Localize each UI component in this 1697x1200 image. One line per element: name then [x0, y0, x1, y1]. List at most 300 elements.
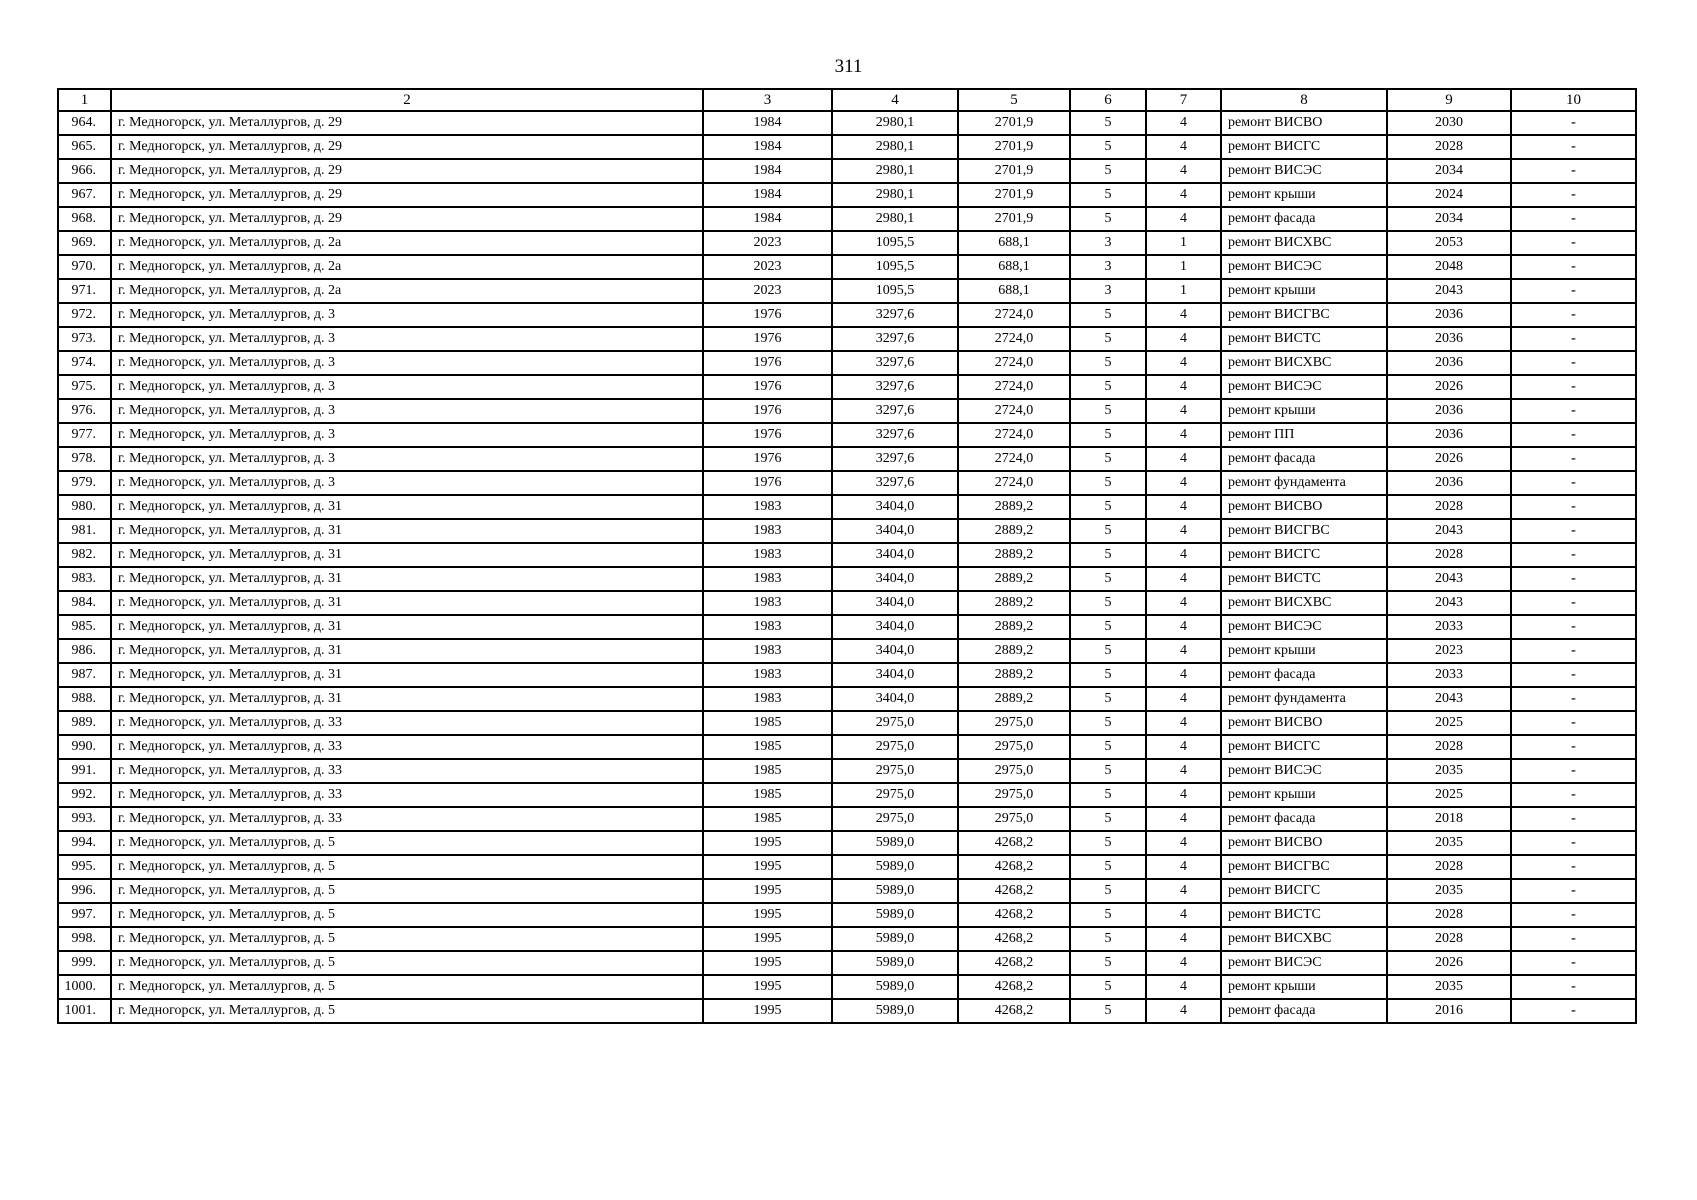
work-type-cell: ремонт ВИСЭС: [1221, 759, 1387, 783]
total-area-cell: 3297,6: [832, 351, 958, 375]
total-area-cell: 3297,6: [832, 303, 958, 327]
planned-year-cell: 2028: [1387, 903, 1511, 927]
row-number: 982.: [58, 543, 111, 567]
total-area-cell: 2980,1: [832, 111, 958, 135]
total-area-cell: 3297,6: [832, 399, 958, 423]
work-type-cell: ремонт ВИСГС: [1221, 879, 1387, 903]
floors-cell: 5: [1070, 471, 1146, 495]
year-cell: 1983: [703, 687, 832, 711]
address-cell: г. Медногорск, ул. Металлургов, д. 2а: [111, 279, 703, 303]
planned-year-cell: 2036: [1387, 399, 1511, 423]
living-area-cell: 2701,9: [958, 159, 1070, 183]
work-type-cell: ремонт ВИСВО: [1221, 111, 1387, 135]
work-type-cell: ремонт фасада: [1221, 207, 1387, 231]
entrances-cell: 4: [1146, 375, 1221, 399]
floors-cell: 5: [1070, 159, 1146, 183]
year-cell: 1984: [703, 183, 832, 207]
entrances-cell: 4: [1146, 183, 1221, 207]
total-area-cell: 2980,1: [832, 135, 958, 159]
work-type-cell: ремонт крыши: [1221, 399, 1387, 423]
table-row: [58, 903, 1636, 927]
planned-year-cell: 2034: [1387, 159, 1511, 183]
entrances-cell: 4: [1146, 783, 1221, 807]
row-number: 988.: [58, 687, 111, 711]
year-cell: 1983: [703, 615, 832, 639]
table-row: [58, 183, 1636, 207]
row-number: 983.: [58, 567, 111, 591]
note-cell: -: [1511, 471, 1636, 495]
row-number: 995.: [58, 855, 111, 879]
entrances-cell: 4: [1146, 327, 1221, 351]
address-cell: г. Медногорск, ул. Металлургов, д. 5: [111, 951, 703, 975]
floors-cell: 5: [1070, 951, 1146, 975]
entrances-cell: 4: [1146, 711, 1221, 735]
living-area-cell: 2975,0: [958, 735, 1070, 759]
floors-cell: 5: [1070, 639, 1146, 663]
row-number: 975.: [58, 375, 111, 399]
year-cell: 1995: [703, 975, 832, 999]
floors-cell: 5: [1070, 303, 1146, 327]
note-cell: -: [1511, 447, 1636, 471]
work-type-cell: ремонт ВИСГВС: [1221, 519, 1387, 543]
total-area-cell: 2975,0: [832, 783, 958, 807]
note-cell: -: [1511, 759, 1636, 783]
note-cell: -: [1511, 495, 1636, 519]
total-area-cell: 3404,0: [832, 519, 958, 543]
work-type-cell: ремонт ВИСЭС: [1221, 255, 1387, 279]
year-cell: 1983: [703, 591, 832, 615]
living-area-cell: 688,1: [958, 255, 1070, 279]
work-type-cell: ремонт фундамента: [1221, 471, 1387, 495]
table-row: [58, 135, 1636, 159]
row-number: 1001.: [58, 999, 111, 1023]
entrances-cell: 4: [1146, 831, 1221, 855]
entrances-cell: 4: [1146, 111, 1221, 135]
work-type-cell: ремонт крыши: [1221, 639, 1387, 663]
planned-year-cell: 2018: [1387, 807, 1511, 831]
floors-cell: 5: [1070, 711, 1146, 735]
address-cell: г. Медногорск, ул. Металлургов, д. 29: [111, 183, 703, 207]
table-row: [58, 231, 1636, 255]
entrances-cell: 4: [1146, 663, 1221, 687]
planned-year-cell: 2028: [1387, 135, 1511, 159]
year-cell: 2023: [703, 279, 832, 303]
table-row: [58, 519, 1636, 543]
total-area-cell: 5989,0: [832, 927, 958, 951]
year-cell: 1983: [703, 567, 832, 591]
entrances-cell: 4: [1146, 951, 1221, 975]
table-row: [58, 279, 1636, 303]
total-area-cell: 3404,0: [832, 639, 958, 663]
note-cell: -: [1511, 423, 1636, 447]
floors-cell: 5: [1070, 519, 1146, 543]
total-area-cell: 5989,0: [832, 951, 958, 975]
table-row: [58, 639, 1636, 663]
floors-cell: 5: [1070, 615, 1146, 639]
note-cell: -: [1511, 567, 1636, 591]
total-area-cell: 3404,0: [832, 687, 958, 711]
work-type-cell: ремонт фундамента: [1221, 687, 1387, 711]
planned-year-cell: 2028: [1387, 855, 1511, 879]
work-type-cell: ремонт ВИСГВС: [1221, 855, 1387, 879]
note-cell: -: [1511, 879, 1636, 903]
work-type-cell: ремонт крыши: [1221, 279, 1387, 303]
work-type-cell: ремонт ВИСХВС: [1221, 591, 1387, 615]
table-row: [58, 687, 1636, 711]
row-number: 977.: [58, 423, 111, 447]
col-header-10: 10: [1511, 89, 1636, 111]
table-row: [58, 351, 1636, 375]
row-number: 979.: [58, 471, 111, 495]
year-cell: 1984: [703, 207, 832, 231]
planned-year-cell: 2043: [1387, 279, 1511, 303]
entrances-cell: 4: [1146, 423, 1221, 447]
year-cell: 1995: [703, 903, 832, 927]
table-row: [58, 567, 1636, 591]
planned-year-cell: 2026: [1387, 447, 1511, 471]
entrances-cell: 4: [1146, 903, 1221, 927]
total-area-cell: 1095,5: [832, 231, 958, 255]
address-cell: г. Медногорск, ул. Металлургов, д. 3: [111, 303, 703, 327]
entrances-cell: 4: [1146, 495, 1221, 519]
floors-cell: 5: [1070, 423, 1146, 447]
table-row: [58, 159, 1636, 183]
row-number: 971.: [58, 279, 111, 303]
row-number: 986.: [58, 639, 111, 663]
work-type-cell: ремонт фасада: [1221, 447, 1387, 471]
planned-year-cell: 2043: [1387, 591, 1511, 615]
year-cell: 1976: [703, 423, 832, 447]
work-type-cell: ремонт ПП: [1221, 423, 1387, 447]
repair-schedule-table: [57, 88, 1637, 1024]
floors-cell: 5: [1070, 999, 1146, 1023]
table-row: [58, 783, 1636, 807]
entrances-cell: 4: [1146, 159, 1221, 183]
year-cell: 1983: [703, 663, 832, 687]
work-type-cell: ремонт крыши: [1221, 975, 1387, 999]
total-area-cell: 1095,5: [832, 255, 958, 279]
total-area-cell: 3297,6: [832, 327, 958, 351]
year-cell: 1985: [703, 783, 832, 807]
note-cell: -: [1511, 735, 1636, 759]
living-area-cell: 4268,2: [958, 831, 1070, 855]
table-row: [58, 615, 1636, 639]
year-cell: 1995: [703, 855, 832, 879]
note-cell: -: [1511, 519, 1636, 543]
row-number: 970.: [58, 255, 111, 279]
total-area-cell: 5989,0: [832, 975, 958, 999]
work-type-cell: ремонт ВИСХВС: [1221, 927, 1387, 951]
planned-year-cell: 2026: [1387, 951, 1511, 975]
col-header-4: 4: [832, 89, 958, 111]
planned-year-cell: 2036: [1387, 351, 1511, 375]
note-cell: -: [1511, 327, 1636, 351]
work-type-cell: ремонт ВИСВО: [1221, 495, 1387, 519]
table-row: [58, 831, 1636, 855]
row-number: 981.: [58, 519, 111, 543]
work-type-cell: ремонт ВИСЭС: [1221, 951, 1387, 975]
row-number: 969.: [58, 231, 111, 255]
table-row: [58, 423, 1636, 447]
address-cell: г. Медногорск, ул. Металлургов, д. 5: [111, 903, 703, 927]
col-header-1: 1: [58, 89, 111, 111]
note-cell: -: [1511, 855, 1636, 879]
entrances-cell: 4: [1146, 135, 1221, 159]
work-type-cell: ремонт ВИСХВС: [1221, 231, 1387, 255]
row-number: 985.: [58, 615, 111, 639]
living-area-cell: 2724,0: [958, 423, 1070, 447]
total-area-cell: 2980,1: [832, 207, 958, 231]
planned-year-cell: 2030: [1387, 111, 1511, 135]
total-area-cell: 3297,6: [832, 423, 958, 447]
address-cell: г. Медногорск, ул. Металлургов, д. 3: [111, 423, 703, 447]
living-area-cell: 2724,0: [958, 303, 1070, 327]
col-header-2: 2: [111, 89, 703, 111]
table-row: [58, 975, 1636, 999]
living-area-cell: 2889,2: [958, 495, 1070, 519]
table-row: [58, 807, 1636, 831]
work-type-cell: ремонт ВИСГС: [1221, 135, 1387, 159]
planned-year-cell: 2024: [1387, 183, 1511, 207]
living-area-cell: 2889,2: [958, 519, 1070, 543]
row-number: 968.: [58, 207, 111, 231]
table-row: [58, 255, 1636, 279]
work-type-cell: ремонт ВИСТС: [1221, 903, 1387, 927]
row-number: 972.: [58, 303, 111, 327]
address-cell: г. Медногорск, ул. Металлургов, д. 3: [111, 327, 703, 351]
note-cell: -: [1511, 831, 1636, 855]
entrances-cell: 4: [1146, 447, 1221, 471]
floors-cell: 3: [1070, 255, 1146, 279]
floors-cell: 5: [1070, 111, 1146, 135]
entrances-cell: 4: [1146, 759, 1221, 783]
note-cell: -: [1511, 591, 1636, 615]
row-number: 967.: [58, 183, 111, 207]
entrances-cell: 4: [1146, 855, 1221, 879]
row-number: 987.: [58, 663, 111, 687]
address-cell: г. Медногорск, ул. Металлургов, д. 33: [111, 783, 703, 807]
entrances-cell: 1: [1146, 231, 1221, 255]
living-area-cell: 4268,2: [958, 951, 1070, 975]
work-type-cell: ремонт фасада: [1221, 999, 1387, 1023]
year-cell: 1976: [703, 447, 832, 471]
living-area-cell: 4268,2: [958, 903, 1070, 927]
planned-year-cell: 2033: [1387, 615, 1511, 639]
total-area-cell: 2975,0: [832, 711, 958, 735]
entrances-cell: 4: [1146, 879, 1221, 903]
floors-cell: 5: [1070, 399, 1146, 423]
address-cell: г. Медногорск, ул. Металлургов, д. 31: [111, 567, 703, 591]
planned-year-cell: 2036: [1387, 327, 1511, 351]
work-type-cell: ремонт ВИСТС: [1221, 567, 1387, 591]
year-cell: 1995: [703, 951, 832, 975]
living-area-cell: 688,1: [958, 231, 1070, 255]
row-number: 994.: [58, 831, 111, 855]
total-area-cell: 3404,0: [832, 543, 958, 567]
note-cell: -: [1511, 951, 1636, 975]
living-area-cell: 2889,2: [958, 567, 1070, 591]
planned-year-cell: 2035: [1387, 879, 1511, 903]
note-cell: -: [1511, 183, 1636, 207]
work-type-cell: ремонт фасада: [1221, 663, 1387, 687]
entrances-cell: 4: [1146, 471, 1221, 495]
entrances-cell: 4: [1146, 399, 1221, 423]
address-cell: г. Медногорск, ул. Металлургов, д. 33: [111, 711, 703, 735]
year-cell: 1983: [703, 495, 832, 519]
year-cell: 1983: [703, 639, 832, 663]
note-cell: -: [1511, 135, 1636, 159]
living-area-cell: 2701,9: [958, 111, 1070, 135]
entrances-cell: 4: [1146, 567, 1221, 591]
year-cell: 1984: [703, 111, 832, 135]
planned-year-cell: 2035: [1387, 831, 1511, 855]
planned-year-cell: 2016: [1387, 999, 1511, 1023]
total-area-cell: 3404,0: [832, 615, 958, 639]
work-type-cell: ремонт ВИСГС: [1221, 543, 1387, 567]
floors-cell: 5: [1070, 351, 1146, 375]
living-area-cell: 2889,2: [958, 591, 1070, 615]
year-cell: 1985: [703, 807, 832, 831]
year-cell: 1984: [703, 159, 832, 183]
total-area-cell: 3404,0: [832, 495, 958, 519]
col-header-8: 8: [1221, 89, 1387, 111]
row-number: 993.: [58, 807, 111, 831]
address-cell: г. Медногорск, ул. Металлургов, д. 29: [111, 159, 703, 183]
address-cell: г. Медногорск, ул. Металлургов, д. 31: [111, 663, 703, 687]
address-cell: г. Медногорск, ул. Металлургов, д. 31: [111, 495, 703, 519]
planned-year-cell: 2025: [1387, 783, 1511, 807]
year-cell: 1983: [703, 543, 832, 567]
planned-year-cell: 2043: [1387, 567, 1511, 591]
floors-cell: 5: [1070, 375, 1146, 399]
address-cell: г. Медногорск, ул. Металлургов, д. 31: [111, 519, 703, 543]
work-type-cell: ремонт крыши: [1221, 183, 1387, 207]
floors-cell: 5: [1070, 975, 1146, 999]
planned-year-cell: 2048: [1387, 255, 1511, 279]
work-type-cell: ремонт ВИСВО: [1221, 711, 1387, 735]
year-cell: 1976: [703, 375, 832, 399]
floors-cell: 5: [1070, 663, 1146, 687]
living-area-cell: 2889,2: [958, 663, 1070, 687]
address-cell: г. Медногорск, ул. Металлургов, д. 33: [111, 759, 703, 783]
planned-year-cell: 2033: [1387, 663, 1511, 687]
address-cell: г. Медногорск, ул. Металлургов, д. 29: [111, 135, 703, 159]
row-number: 965.: [58, 135, 111, 159]
address-cell: г. Медногорск, ул. Металлургов, д. 5: [111, 999, 703, 1023]
table-row: [58, 855, 1636, 879]
living-area-cell: 4268,2: [958, 999, 1070, 1023]
planned-year-cell: 2028: [1387, 735, 1511, 759]
living-area-cell: 4268,2: [958, 879, 1070, 903]
address-cell: г. Медногорск, ул. Металлургов, д. 5: [111, 975, 703, 999]
note-cell: -: [1511, 375, 1636, 399]
total-area-cell: 3297,6: [832, 471, 958, 495]
table-row: [58, 591, 1636, 615]
living-area-cell: 688,1: [958, 279, 1070, 303]
total-area-cell: 2980,1: [832, 159, 958, 183]
planned-year-cell: 2026: [1387, 375, 1511, 399]
col-header-3: 3: [703, 89, 832, 111]
year-cell: 1976: [703, 303, 832, 327]
note-cell: -: [1511, 783, 1636, 807]
work-type-cell: ремонт ВИСТС: [1221, 327, 1387, 351]
living-area-cell: 2975,0: [958, 711, 1070, 735]
living-area-cell: 2724,0: [958, 447, 1070, 471]
year-cell: 1995: [703, 927, 832, 951]
planned-year-cell: 2036: [1387, 471, 1511, 495]
note-cell: -: [1511, 663, 1636, 687]
table-row: [58, 399, 1636, 423]
total-area-cell: 1095,5: [832, 279, 958, 303]
row-number: 964.: [58, 111, 111, 135]
living-area-cell: 2701,9: [958, 183, 1070, 207]
address-cell: г. Медногорск, ул. Металлургов, д. 31: [111, 543, 703, 567]
floors-cell: 5: [1070, 855, 1146, 879]
living-area-cell: 2975,0: [958, 807, 1070, 831]
living-area-cell: 4268,2: [958, 855, 1070, 879]
table-row: [58, 327, 1636, 351]
row-number: 991.: [58, 759, 111, 783]
total-area-cell: 3404,0: [832, 567, 958, 591]
table-row: [58, 375, 1636, 399]
entrances-cell: 4: [1146, 927, 1221, 951]
row-number: 992.: [58, 783, 111, 807]
total-area-cell: 3404,0: [832, 591, 958, 615]
living-area-cell: 4268,2: [958, 927, 1070, 951]
address-cell: г. Медногорск, ул. Металлургов, д. 3: [111, 447, 703, 471]
table-header-row: [58, 89, 1636, 111]
address-cell: г. Медногорск, ул. Металлургов, д. 29: [111, 111, 703, 135]
floors-cell: 5: [1070, 807, 1146, 831]
year-cell: 2023: [703, 255, 832, 279]
address-cell: г. Медногорск, ул. Металлургов, д. 3: [111, 471, 703, 495]
floors-cell: 5: [1070, 759, 1146, 783]
table-row: [58, 735, 1636, 759]
col-header-6: 6: [1070, 89, 1146, 111]
living-area-cell: 2889,2: [958, 543, 1070, 567]
floors-cell: 5: [1070, 687, 1146, 711]
row-number: 1000.: [58, 975, 111, 999]
address-cell: г. Медногорск, ул. Металлургов, д. 3: [111, 375, 703, 399]
year-cell: 1995: [703, 879, 832, 903]
table-row: [58, 495, 1636, 519]
year-cell: 1985: [703, 735, 832, 759]
note-cell: -: [1511, 303, 1636, 327]
total-area-cell: 5989,0: [832, 999, 958, 1023]
year-cell: 1983: [703, 519, 832, 543]
living-area-cell: 2975,0: [958, 759, 1070, 783]
table-row: [58, 543, 1636, 567]
work-type-cell: ремонт ВИСЭС: [1221, 615, 1387, 639]
year-cell: 1984: [703, 135, 832, 159]
entrances-cell: 4: [1146, 975, 1221, 999]
entrances-cell: 1: [1146, 255, 1221, 279]
note-cell: -: [1511, 999, 1636, 1023]
total-area-cell: 5989,0: [832, 855, 958, 879]
planned-year-cell: 2034: [1387, 207, 1511, 231]
living-area-cell: 2889,2: [958, 615, 1070, 639]
address-cell: г. Медногорск, ул. Металлургов, д. 2а: [111, 231, 703, 255]
address-cell: г. Медногорск, ул. Металлургов, д. 2а: [111, 255, 703, 279]
living-area-cell: 2724,0: [958, 327, 1070, 351]
floors-cell: 5: [1070, 495, 1146, 519]
living-area-cell: 2724,0: [958, 471, 1070, 495]
planned-year-cell: 2028: [1387, 495, 1511, 519]
entrances-cell: 4: [1146, 639, 1221, 663]
work-type-cell: ремонт ВИСЭС: [1221, 159, 1387, 183]
table-row: [58, 999, 1636, 1023]
col-header-5: 5: [958, 89, 1070, 111]
